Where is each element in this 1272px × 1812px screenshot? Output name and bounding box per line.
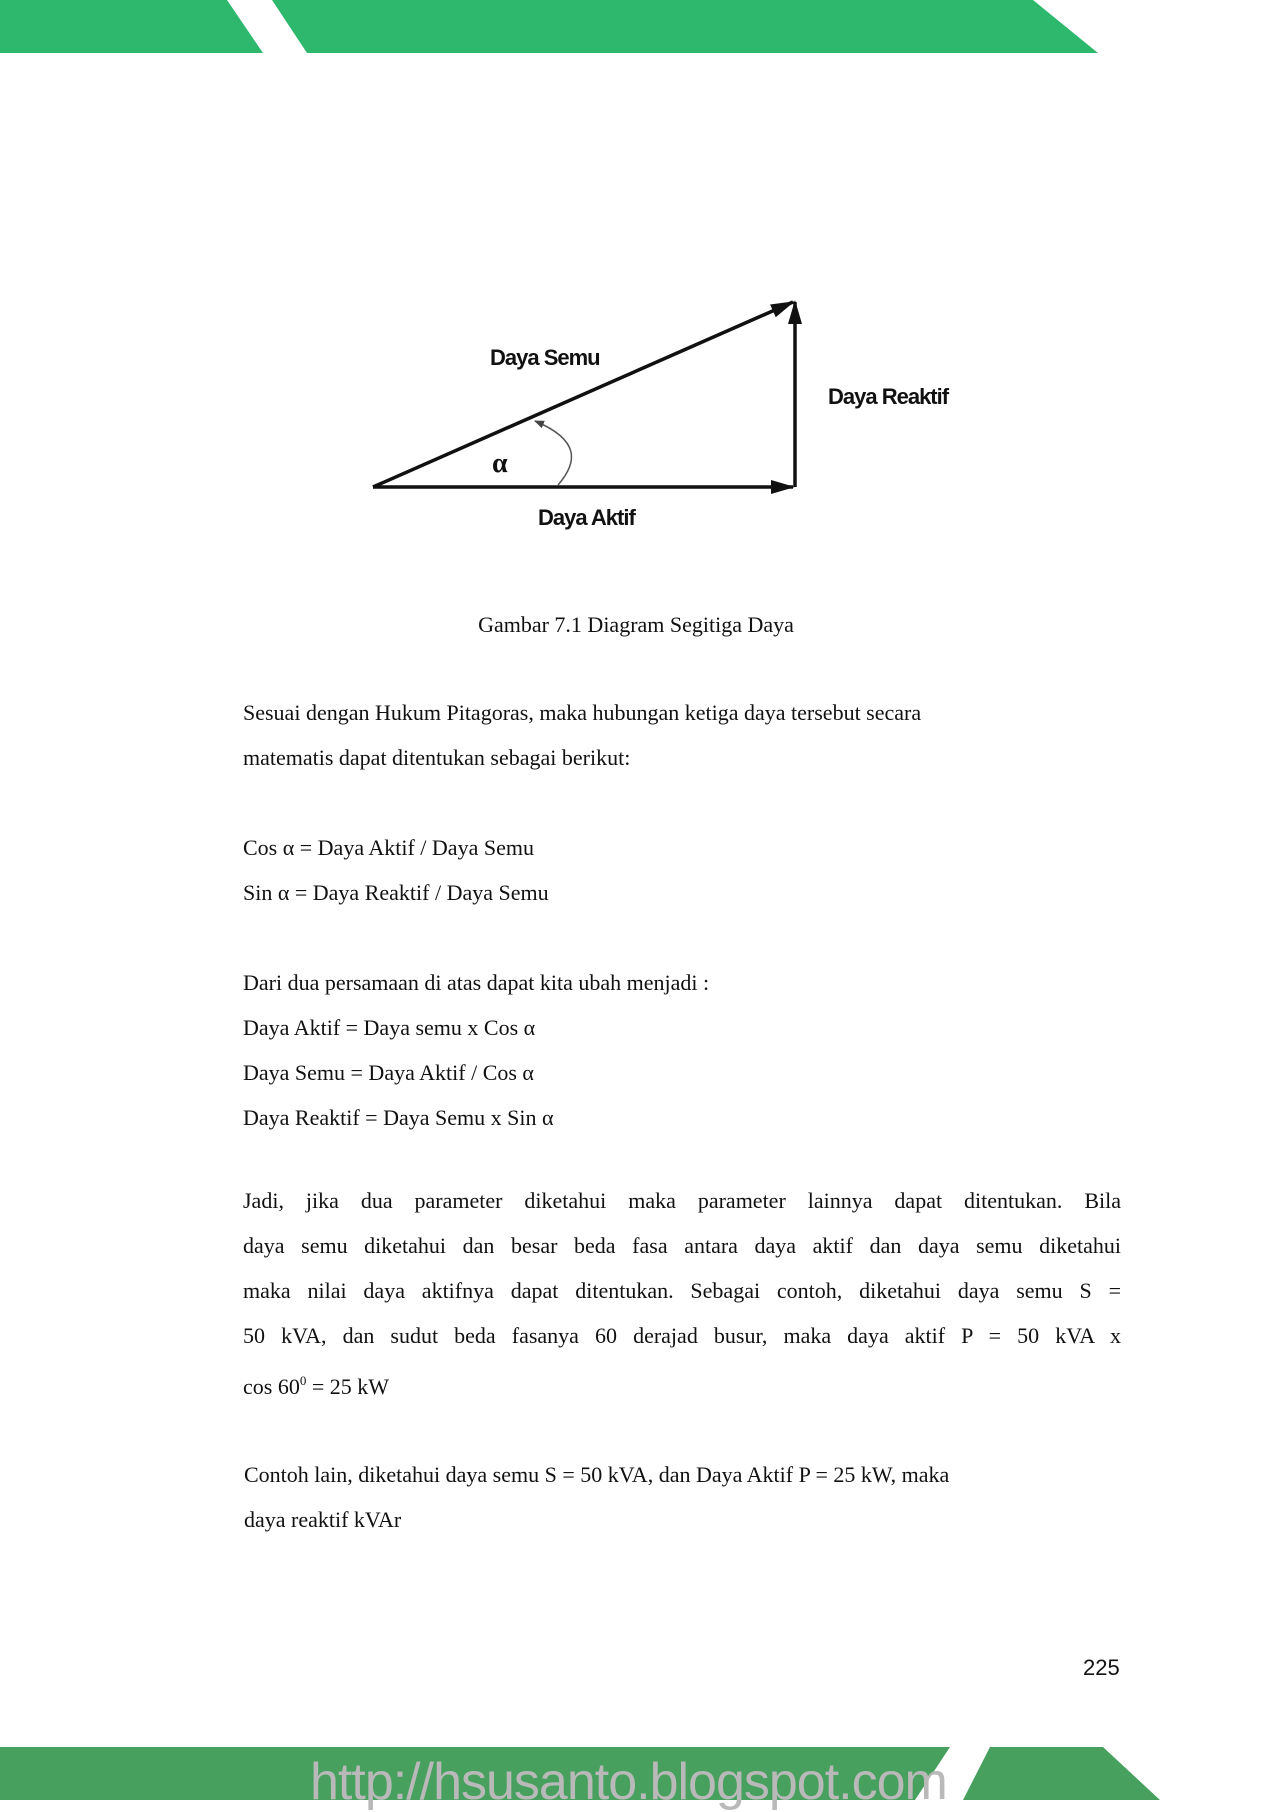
other-example-line-2: daya reaktif kVAr: [244, 1507, 402, 1532]
degree-superscript: 0: [299, 1373, 307, 1388]
reactive-power-label: Daya Reaktif: [828, 384, 949, 409]
example-line-2: daya semu diketahui dan besar beda fasa antara daya aktif dan daya semu diketahui: [243, 1233, 1121, 1258]
intro-line-2: matematis dapat ditentukan sebagai berikut:: [243, 745, 631, 770]
angle-alpha-label: α: [492, 448, 507, 479]
example-line-4: 50 kVA, dan sudut beda fasanya 60 derajad busur, maka daya aktif P = 50 kVA x: [243, 1323, 1121, 1348]
power-triangle-diagram: [0, 0, 1272, 560]
formula-apparent-power: Daya Semu = Daya Aktif / Cos α: [243, 1060, 534, 1085]
formula-sin: Sin α = Daya Reaktif / Daya Semu: [243, 880, 549, 905]
other-example-line-1: Contoh lain, diketahui daya semu S = 50 kVA, dan Daya Aktif P = 25 kW, maka: [244, 1462, 950, 1487]
blog-watermark: http://hsusanto.blogspot.com: [310, 1753, 947, 1811]
example-paragraph: [243, 1178, 1121, 1403]
apparent-power-vector: [373, 302, 793, 487]
figure-caption: Gambar 7.1 Diagram Segitiga Daya: [478, 612, 794, 637]
example-line-3: maka nilai daya aktifnya dapat ditentukan. Sebagai contoh, diketahui daya semu S =: [243, 1278, 1121, 1303]
intro-line-1: Sesuai dengan Hukum Pitagoras, maka hubungan ketiga daya tersebut secara: [243, 700, 922, 725]
example-line-5: $\cos 60^0 = 25$ kW: [243, 1373, 389, 1399]
formula-reactive-power: Daya Reaktif = Daya Semu x Sin α: [243, 1105, 554, 1130]
page-number: 225: [1083, 1655, 1120, 1680]
apparent-power-label: Daya Semu: [490, 345, 600, 370]
example-line-1: Jadi, jika dua parameter diketahui maka parameter lainnya dapat ditentukan. Bila: [243, 1188, 1121, 1213]
derivation-intro: Dari dua persamaan di atas dapat kita ubah menjadi :: [243, 970, 710, 995]
active-power-label: Daya Aktif: [538, 505, 635, 530]
formula-cos: Cos α = Daya Aktif / Daya Semu: [243, 835, 534, 860]
formula-active-power: Daya Aktif = Daya semu x Cos α: [243, 1015, 536, 1040]
angle-arc: [535, 421, 572, 485]
